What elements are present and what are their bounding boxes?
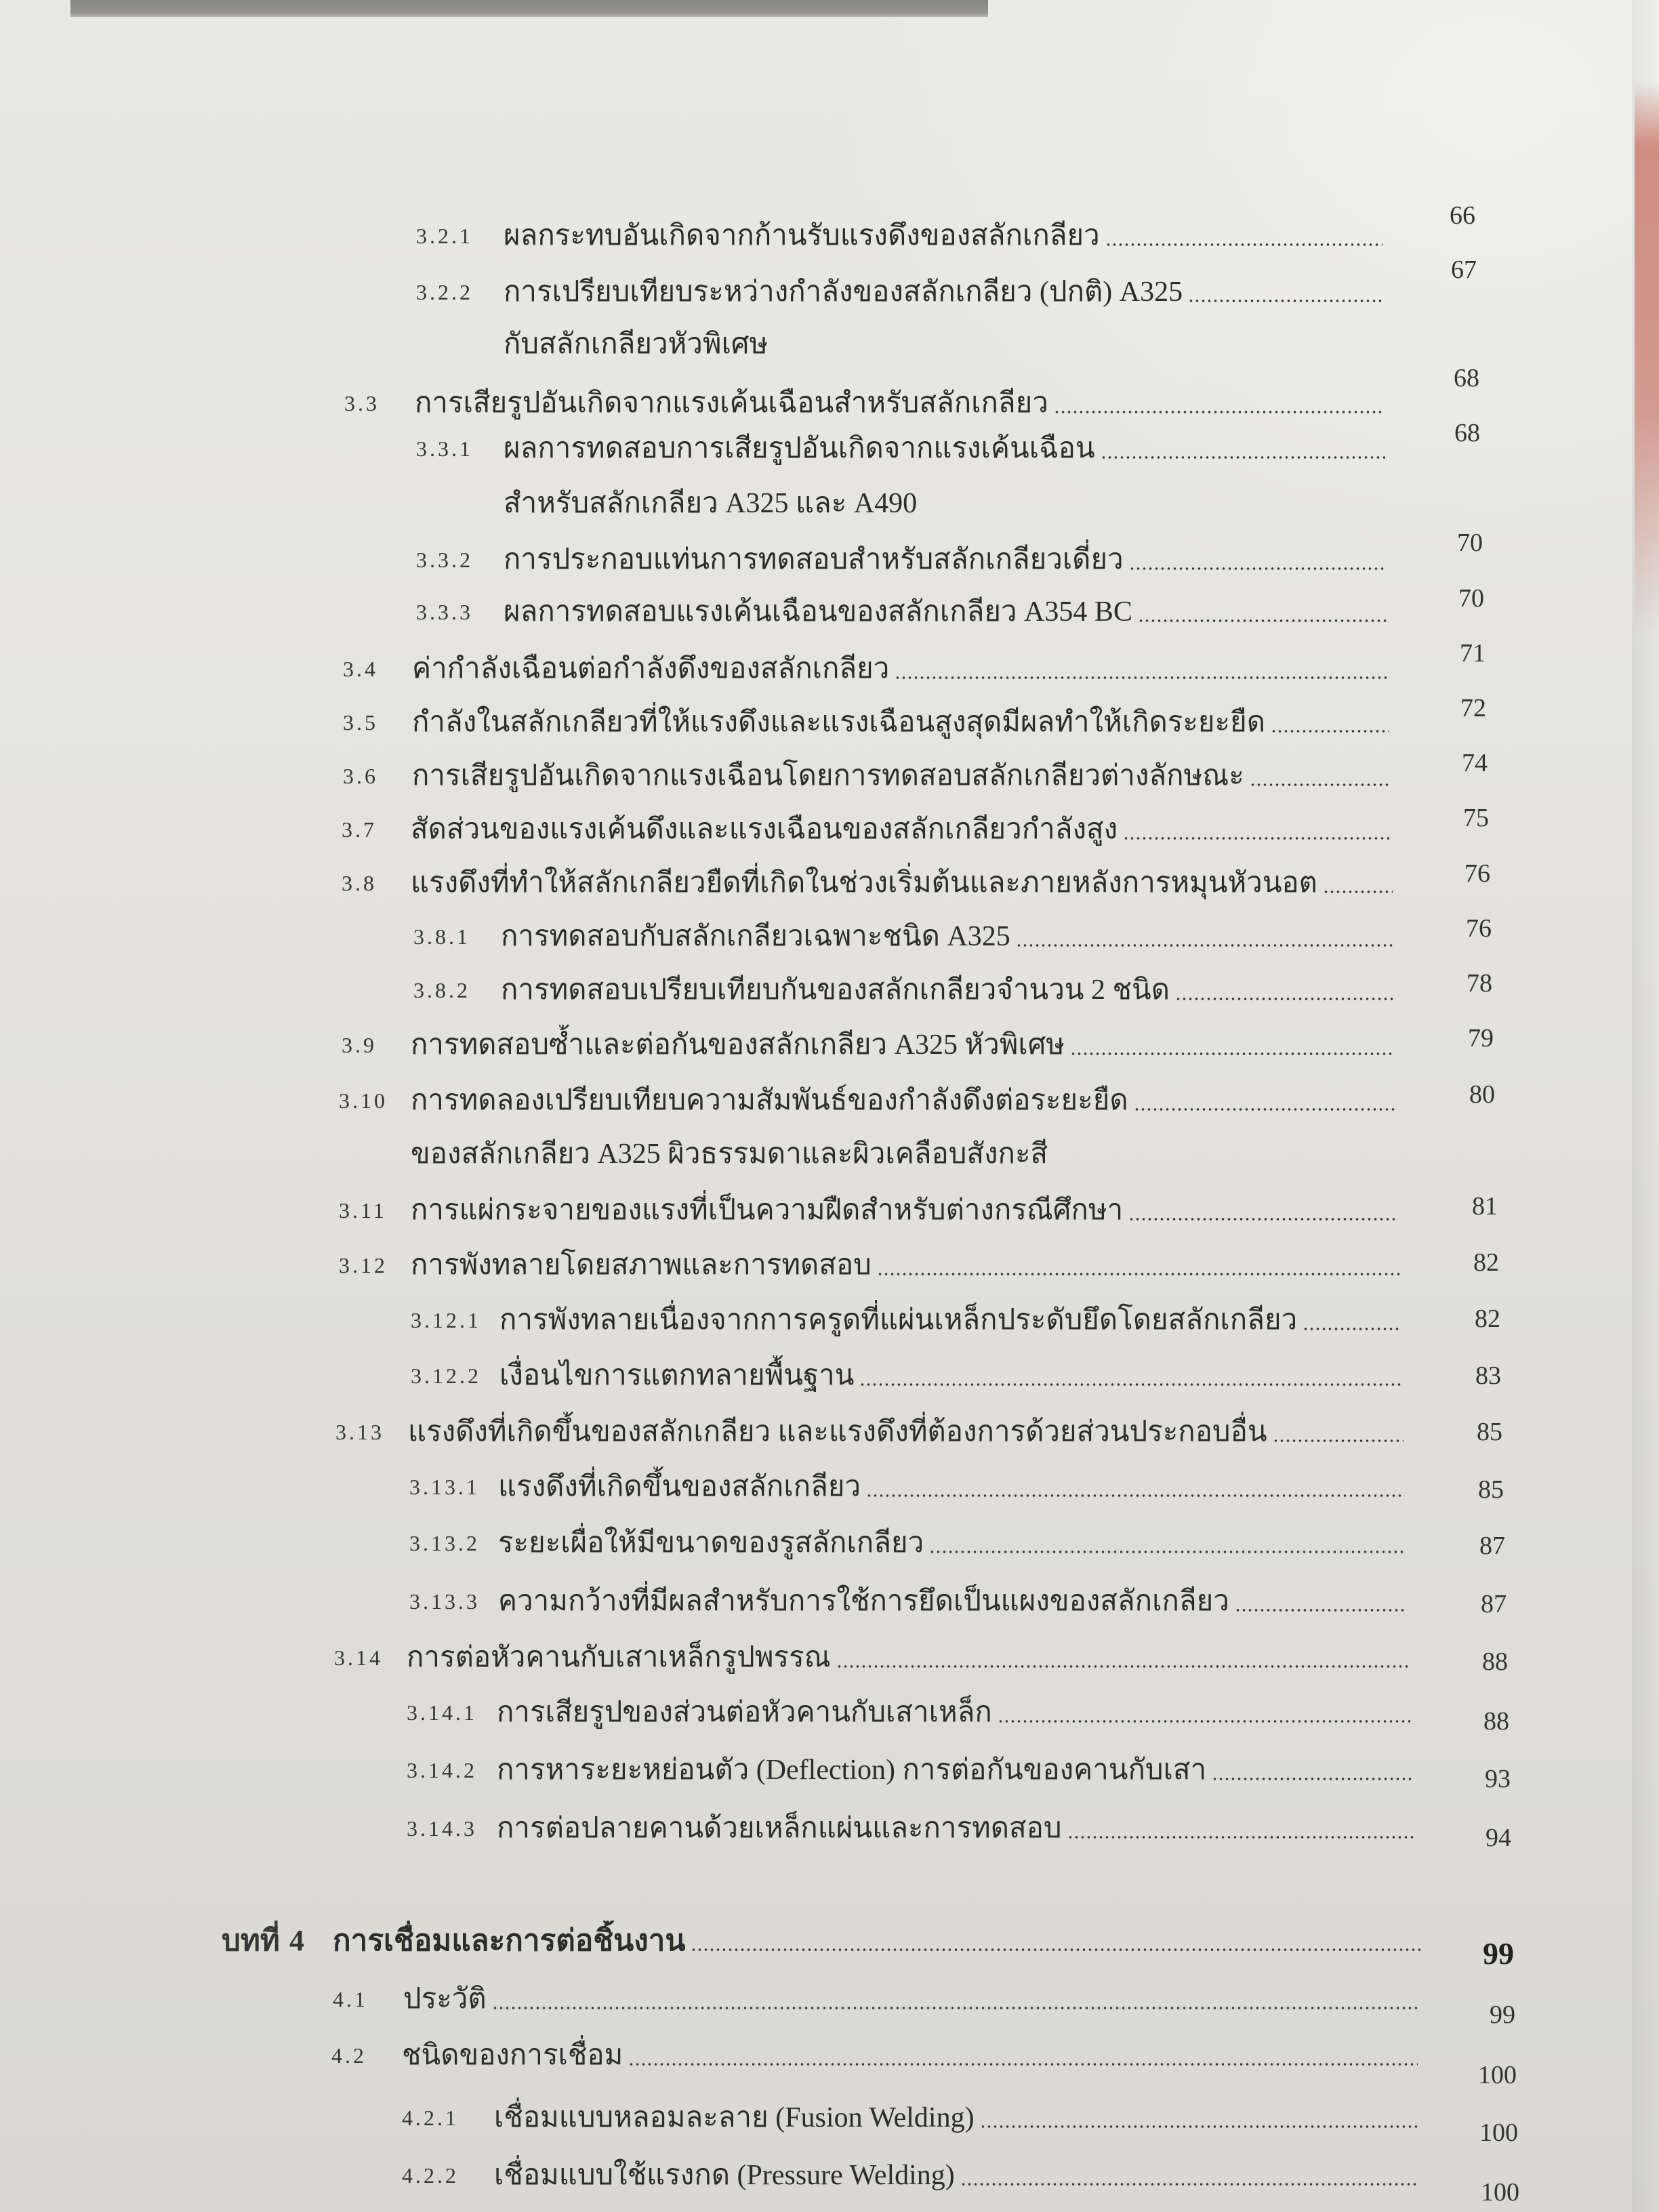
section-number: 3.14.1 xyxy=(407,1700,477,1725)
section-number: 3.11 xyxy=(339,1198,387,1223)
dot-leader xyxy=(1212,1777,1412,1781)
section-number: 3.6 xyxy=(343,764,378,788)
section-number: 3.13.1 xyxy=(409,1475,480,1499)
section-number: 3.7 xyxy=(342,817,377,842)
section-number: 3.12.1 xyxy=(411,1308,481,1332)
toc-entry xyxy=(343,702,1389,743)
section-title: การต่อปลายคานด้วยเหล็กแผ่นและการทดสอบ xyxy=(497,1813,1062,1844)
dot-leader xyxy=(866,1494,1405,1498)
toc-entry xyxy=(331,2035,1418,2076)
dot-leader xyxy=(1016,943,1393,947)
section-number: 3.3.2 xyxy=(416,548,473,572)
section-number: 3.12.2 xyxy=(411,1364,481,1388)
page-number: 82 xyxy=(1475,1305,1500,1333)
section-title: การพังทลายเนื่องจากการครูดที่แผ่นเหล็กประดับยึดโดยสลักเกลียว xyxy=(499,1305,1298,1336)
page-number: 100 xyxy=(1478,2061,1517,2089)
page-number: 74 xyxy=(1462,749,1488,777)
section-title: เชื่อมแบบใช้แรงกด (Pressure Welding) xyxy=(494,2160,955,2191)
chapter-label: บทที่ xyxy=(222,1924,280,1957)
toc-entry xyxy=(343,649,1388,689)
section-title: แรงดึงที่ทำให้สลักเกลียวยืดที่เกิดในช่วงเริ่มต้นและภายหลังการหมุนหัวนอต xyxy=(411,867,1317,899)
dot-leader xyxy=(998,1719,1411,1723)
toc-entry xyxy=(342,863,1393,903)
chapter-heading xyxy=(222,1921,1420,1961)
toc-entry xyxy=(413,916,1393,957)
dot-leader xyxy=(1123,836,1391,840)
section-number: 4.2.1 xyxy=(402,2106,459,2130)
section-number: 3.14.2 xyxy=(407,1758,477,1782)
page-number: 85 xyxy=(1477,1418,1502,1446)
page-number: 71 xyxy=(1460,639,1486,668)
section-title: การเสียรูปอันเกิดจากแรงเฉือนโดยการทดสอบสลักเกลียวต่างลักษณะ xyxy=(412,760,1244,792)
section-number: 4.1 xyxy=(333,1987,368,2011)
section-number: 3.3.3 xyxy=(416,600,473,624)
dot-leader xyxy=(929,1550,1406,1554)
section-title: ค่ากำลังเฉือนต่อกำลังดึงของสลักเกลียว xyxy=(412,653,890,684)
page-number: 93 xyxy=(1485,1765,1511,1793)
dot-leader xyxy=(980,2125,1419,2129)
section-title-continued: กับสลักเกลียวหัวพิเศษ xyxy=(504,329,769,360)
toc-entry xyxy=(407,1750,1412,1790)
dot-leader xyxy=(1134,1107,1397,1111)
background-edge-red xyxy=(1635,81,1659,630)
page-number: 85 xyxy=(1478,1475,1504,1504)
section-number: 3.14.3 xyxy=(407,1816,477,1841)
section-number: 3.9 xyxy=(342,1033,377,1057)
section-number: 3.5 xyxy=(343,710,378,735)
dot-leader xyxy=(1138,619,1387,623)
toc-entry xyxy=(411,1300,1401,1340)
section-title: การประกอบแท่นการทดสอบสำหรับสลักเกลียวเดี่ยว xyxy=(504,544,1124,575)
section-title: การทดลองเปรียบเทียบความสัมพันธ์ของกำลังดึงต่อระยะยืด xyxy=(411,1085,1128,1116)
dot-leader xyxy=(1235,1608,1408,1612)
page-number: 76 xyxy=(1466,914,1492,943)
section-number: 3.3 xyxy=(344,391,380,415)
dot-leader xyxy=(1067,1835,1414,1839)
toc-entry xyxy=(335,1412,1404,1452)
section-title: เงื่อนไขการแตกทลายพื้นฐาน xyxy=(499,1360,855,1391)
section-number: 3.14 xyxy=(334,1645,383,1670)
section-title: ผลการทดสอบการเสียรูปอันเกิดจากแรงเค้นเฉือน xyxy=(504,433,1095,464)
toc-entry xyxy=(409,1581,1408,1622)
section-number: 3.13.2 xyxy=(409,1531,480,1555)
section-title: ประวัติ xyxy=(403,1984,487,2015)
section-number: 3.4 xyxy=(343,657,378,681)
section-title-continued: ของสลักเกลียว A325 ผิวธรรมดาและผิวเคลือบสังกะสี xyxy=(411,1139,1048,1170)
section-title: ผลกระทบอันเกิดจากก้านรับแรงดึงของสลักเกลียว xyxy=(504,220,1100,251)
section-title: การเสียรูปอันเกิดจากแรงเค้นเฉือนสำหรับสลักเกลียว xyxy=(415,388,1048,419)
section-title: เชื่อมแบบหลอมละลาย (Fusion Welding) xyxy=(494,2102,975,2133)
section-title: การหาระยะหย่อนตัว (Deflection) การต่อกันของคานกับเสา xyxy=(497,1755,1207,1786)
book-edge-top xyxy=(70,0,988,17)
page-number: 99 xyxy=(1490,2001,1515,2029)
section-title: ผลการทดสอบแรงเค้นเฉือนของสลักเกลียว A354 BC xyxy=(504,596,1132,628)
section-title: การทดสอบเปรียบเทียบกันของสลักเกลียวจำนวน 2 ชนิด xyxy=(501,975,1170,1006)
page-number: 80 xyxy=(1469,1080,1495,1109)
page-number: 70 xyxy=(1457,529,1483,557)
dot-leader xyxy=(859,1382,1402,1387)
page-number: 72 xyxy=(1460,694,1486,722)
section-title: การทดสอบซ้ำและต่อกันของสลักเกลียว A325 หัวพิเศษ xyxy=(411,1029,1065,1061)
section-title: การทดสอบกับสลักเกลียวเฉพาะชนิด A325 xyxy=(501,921,1010,952)
page-number: 100 xyxy=(1479,2118,1518,2147)
page-number: 66 xyxy=(1450,201,1475,230)
toc-entry xyxy=(343,756,1389,796)
section-title: ความกว้างที่มีผลสำหรับการใช้การยึดเป็นแผงของสลักเกลียว xyxy=(498,1586,1229,1617)
section-title: สัดส่วนของแรงเค้นดึงและแรงเฉือนของสลักเกลียวกำลังสูง xyxy=(411,814,1118,845)
toc-entry xyxy=(342,1025,1395,1065)
toc-entry xyxy=(409,1523,1406,1563)
section-number: 3.2.2 xyxy=(416,280,473,304)
toc-entry xyxy=(411,1355,1402,1396)
dot-leader xyxy=(628,2062,1418,2066)
dot-leader xyxy=(1054,410,1382,414)
section-title: การเสียรูปของส่วนต่อหัวคานกับเสาเหล็ก xyxy=(497,1697,992,1728)
dot-leader xyxy=(1101,455,1385,459)
section-title: ชนิดของการเชื่อม xyxy=(402,2040,623,2071)
toc-entry xyxy=(342,809,1391,850)
page-number: 100 xyxy=(1481,2178,1519,2207)
section-title: กำลังในสลักเกลียวที่ให้แรงดึงและแรงเฉือนสูงสุดมีผลทำให้เกิดระยะยืด xyxy=(412,707,1265,738)
toc-entry xyxy=(339,1245,1399,1286)
page-number: 68 xyxy=(1454,419,1480,447)
dot-leader xyxy=(492,2006,1418,2010)
section-number: 3.13.3 xyxy=(409,1589,480,1614)
page-number: 70 xyxy=(1458,584,1484,613)
page-number: 88 xyxy=(1482,1647,1508,1676)
toc-entry xyxy=(409,1467,1405,1507)
page-number: 79 xyxy=(1468,1024,1494,1052)
page-number: 75 xyxy=(1463,804,1489,832)
section-number: 3.10 xyxy=(339,1088,388,1113)
toc-entry xyxy=(416,539,1387,580)
dot-leader xyxy=(1271,729,1389,733)
page-number: 81 xyxy=(1472,1192,1498,1221)
toc-entry xyxy=(416,428,1385,469)
page-number: 78 xyxy=(1467,969,1492,998)
section-title: การเปรียบเทียบระหว่างกำลังของสลักเกลียว (ปกติ) A325 xyxy=(504,276,1183,308)
dot-leader xyxy=(1070,1052,1395,1056)
page-number: 82 xyxy=(1473,1248,1499,1277)
page-number: 87 xyxy=(1481,1590,1507,1618)
chapter-page-number: 99 xyxy=(1483,1936,1514,1971)
page-number: 87 xyxy=(1479,1532,1505,1560)
toc-entry xyxy=(333,1979,1418,2020)
dot-leader xyxy=(691,1948,1420,1952)
toc-entry xyxy=(402,2097,1419,2138)
page-number: 83 xyxy=(1475,1361,1501,1390)
dot-leader xyxy=(836,1664,1410,1668)
dot-leader xyxy=(1273,1439,1404,1443)
dot-leader xyxy=(895,676,1388,680)
section-title: การพังทลายโดยสภาพและการทดสอบ xyxy=(411,1250,872,1281)
page-number: 67 xyxy=(1451,255,1477,284)
toc-entry xyxy=(416,272,1382,312)
chapter-title: การเชื่อมและการต่อชิ้นงาน xyxy=(333,1924,686,1957)
section-number: 4.2.2 xyxy=(402,2163,459,2188)
toc-entry xyxy=(339,1080,1397,1121)
toc-entry xyxy=(413,970,1394,1010)
section-title: ระยะเผื่อให้มีขนาดของรูสลักเกลียว xyxy=(498,1528,924,1559)
section-number: 3.13 xyxy=(335,1420,384,1444)
dot-leader xyxy=(1129,567,1387,571)
dot-leader xyxy=(1250,783,1389,787)
section-title: การแผ่กระจายของแรงที่เป็นความฝืดสำหรับต่างกรณีศึกษา xyxy=(411,1195,1124,1226)
page-number: 68 xyxy=(1454,364,1479,392)
section-title-continued: สำหรับสลักเกลียว A325 และ A490 xyxy=(504,488,918,519)
dot-leader xyxy=(1188,299,1382,303)
section-number: 4.2 xyxy=(331,2043,367,2068)
toc-entry xyxy=(416,216,1382,256)
toc-entry xyxy=(334,1637,1410,1678)
toc-entry xyxy=(416,592,1387,632)
toc-entry xyxy=(407,1692,1411,1733)
toc-entry xyxy=(407,1808,1414,1849)
page-number: 88 xyxy=(1483,1707,1509,1736)
section-title: แรงดึงที่เกิดขึ้นของสลักเกลียว และแรงดึงที่ต้องการด้วยส่วนประกอบอื่น xyxy=(408,1416,1267,1448)
section-number: 3.8.1 xyxy=(413,924,470,949)
section-number: 3.8 xyxy=(342,871,377,895)
section-title: แรงดึงที่เกิดขึ้นของสลักเกลียว xyxy=(498,1471,861,1502)
dot-leader xyxy=(1175,997,1394,1001)
section-number: 3.8.2 xyxy=(413,978,470,1002)
dot-leader xyxy=(1323,890,1393,894)
toc-entry xyxy=(339,1190,1398,1231)
page-number: 94 xyxy=(1486,1824,1511,1852)
toc-entry xyxy=(344,383,1382,424)
dot-leader xyxy=(1128,1217,1398,1221)
section-number: 3.3.1 xyxy=(416,436,473,461)
toc-entry xyxy=(402,2155,1419,2196)
page-number: 76 xyxy=(1465,859,1490,888)
section-title: การต่อหัวคานกับเสาเหล็กรูปพรรณ xyxy=(407,1642,831,1673)
section-number: 3.2.1 xyxy=(416,224,473,248)
dot-leader xyxy=(1105,243,1382,247)
chapter-number: 4 xyxy=(289,1924,304,1957)
dot-leader xyxy=(877,1272,1399,1276)
dot-leader xyxy=(1303,1327,1401,1331)
dot-leader xyxy=(960,2182,1419,2186)
section-number: 3.12 xyxy=(339,1253,388,1277)
